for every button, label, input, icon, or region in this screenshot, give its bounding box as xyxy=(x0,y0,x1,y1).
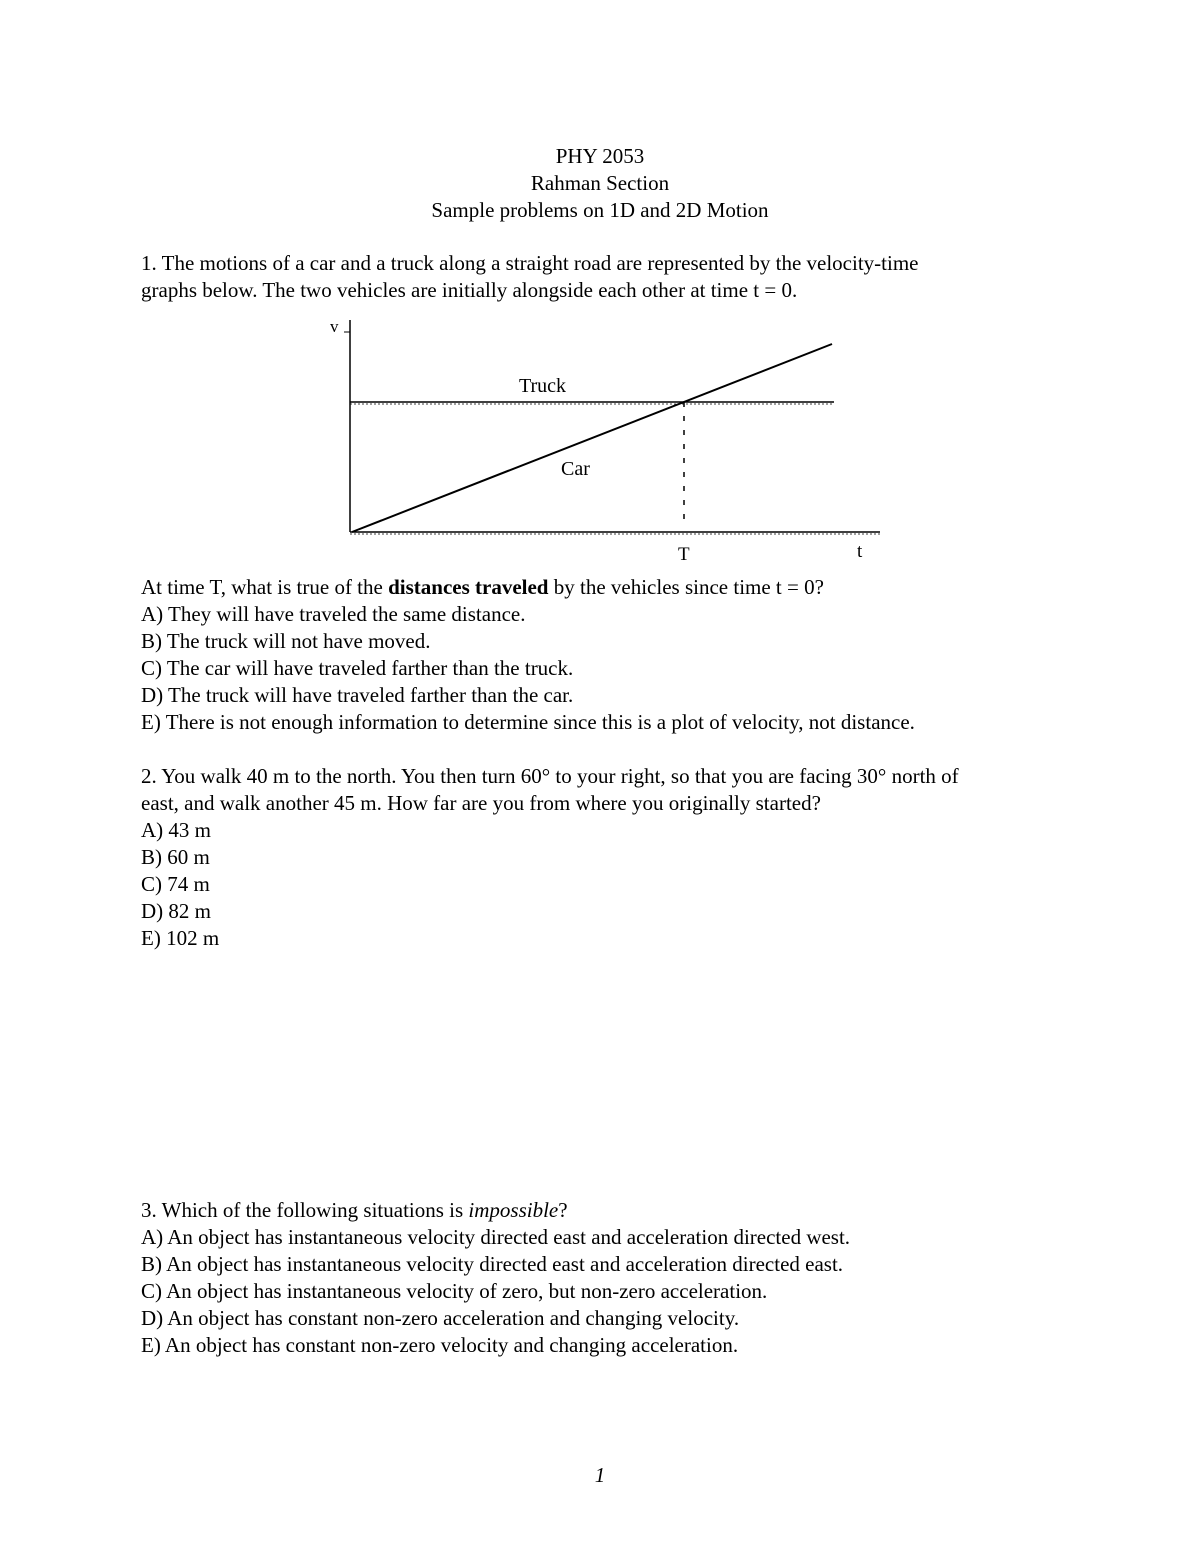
question-2-option-c: C) 74 m xyxy=(141,872,210,896)
question-3-option-d: D) An object has constant non-zero acceleration and changing velocity. xyxy=(141,1306,740,1330)
question-1-option-b: B) The truck will not have moved. xyxy=(141,629,431,653)
question-1-options-block xyxy=(141,574,1081,736)
t-marker-label: T xyxy=(678,544,690,565)
question-1-line-1: 1. The motions of a car and a truck along a straight road are represented by the velocity-time xyxy=(141,251,919,275)
velocity-time-graph xyxy=(320,310,900,570)
question-3-option-e: E) An object has constant non-zero velocity and changing acceleration. xyxy=(141,1333,739,1357)
question-1-line-2: graphs below. The two vehicles are initially alongside each other at time t = 0. xyxy=(141,278,798,302)
question-2-block xyxy=(141,763,1081,952)
question-1-option-a: A) They will have traveled the same distance. xyxy=(141,602,526,626)
question-1-prompt xyxy=(141,574,1081,601)
question-3-stem-post: ? xyxy=(558,1198,568,1222)
question-1-option-c: C) The car will have traveled farther than the truck. xyxy=(141,656,574,680)
car-line xyxy=(352,344,832,532)
question-3-block xyxy=(141,1197,1081,1359)
truck-label: Truck xyxy=(519,375,567,397)
document-subtitle: Sample problems on 1D and 2D Motion xyxy=(431,198,769,222)
question-3-stem-pre: 3. Which of the following situations is xyxy=(141,1198,469,1222)
question-3-option-b: B) An object has instantaneous velocity directed east and acceleration directed east. xyxy=(141,1252,844,1276)
document-header xyxy=(0,143,1200,224)
question-1-option-d: D) The truck will have traveled farther than the car. xyxy=(141,683,574,707)
question-1-prompt-post: by the vehicles since time t = 0? xyxy=(548,575,824,599)
question-1-prompt-bold: distances traveled xyxy=(388,575,549,599)
question-1-prompt-pre: At time T, what is true of the xyxy=(141,575,389,599)
question-3-stem-italic: impossible xyxy=(468,1198,559,1222)
car-label: Car xyxy=(561,458,590,480)
question-2-option-e: E) 102 m xyxy=(141,926,220,950)
question-3-stem xyxy=(141,1197,1081,1224)
course-title: PHY 2053 xyxy=(555,144,645,168)
section-title: Rahman Section xyxy=(530,171,670,195)
question-2-option-a: A) 43 m xyxy=(141,818,211,842)
question-1-option-e: E) There is not enough information to determine since this is a plot of velocity, not distance. xyxy=(141,710,915,734)
question-1-stem xyxy=(141,250,1081,304)
question-3-option-c: C) An object has instantaneous velocity of zero, but non-zero acceleration. xyxy=(141,1279,768,1303)
question-2-option-d: D) 82 m xyxy=(141,899,211,923)
question-3-option-a: A) An object has instantaneous velocity directed east and acceleration directed west. xyxy=(141,1225,851,1249)
page-number: 1 xyxy=(594,1463,606,1487)
question-2-line-2: east, and walk another 45 m. How far are you from where you originally started? xyxy=(141,791,821,815)
y-axis-label: v xyxy=(330,317,339,336)
question-2-line-1: 2. You walk 40 m to the north. You then turn 60° to your right, so that you are facing 30° north of xyxy=(141,764,959,788)
question-2-option-b: B) 60 m xyxy=(141,845,210,869)
x-axis-label: t xyxy=(857,541,863,562)
